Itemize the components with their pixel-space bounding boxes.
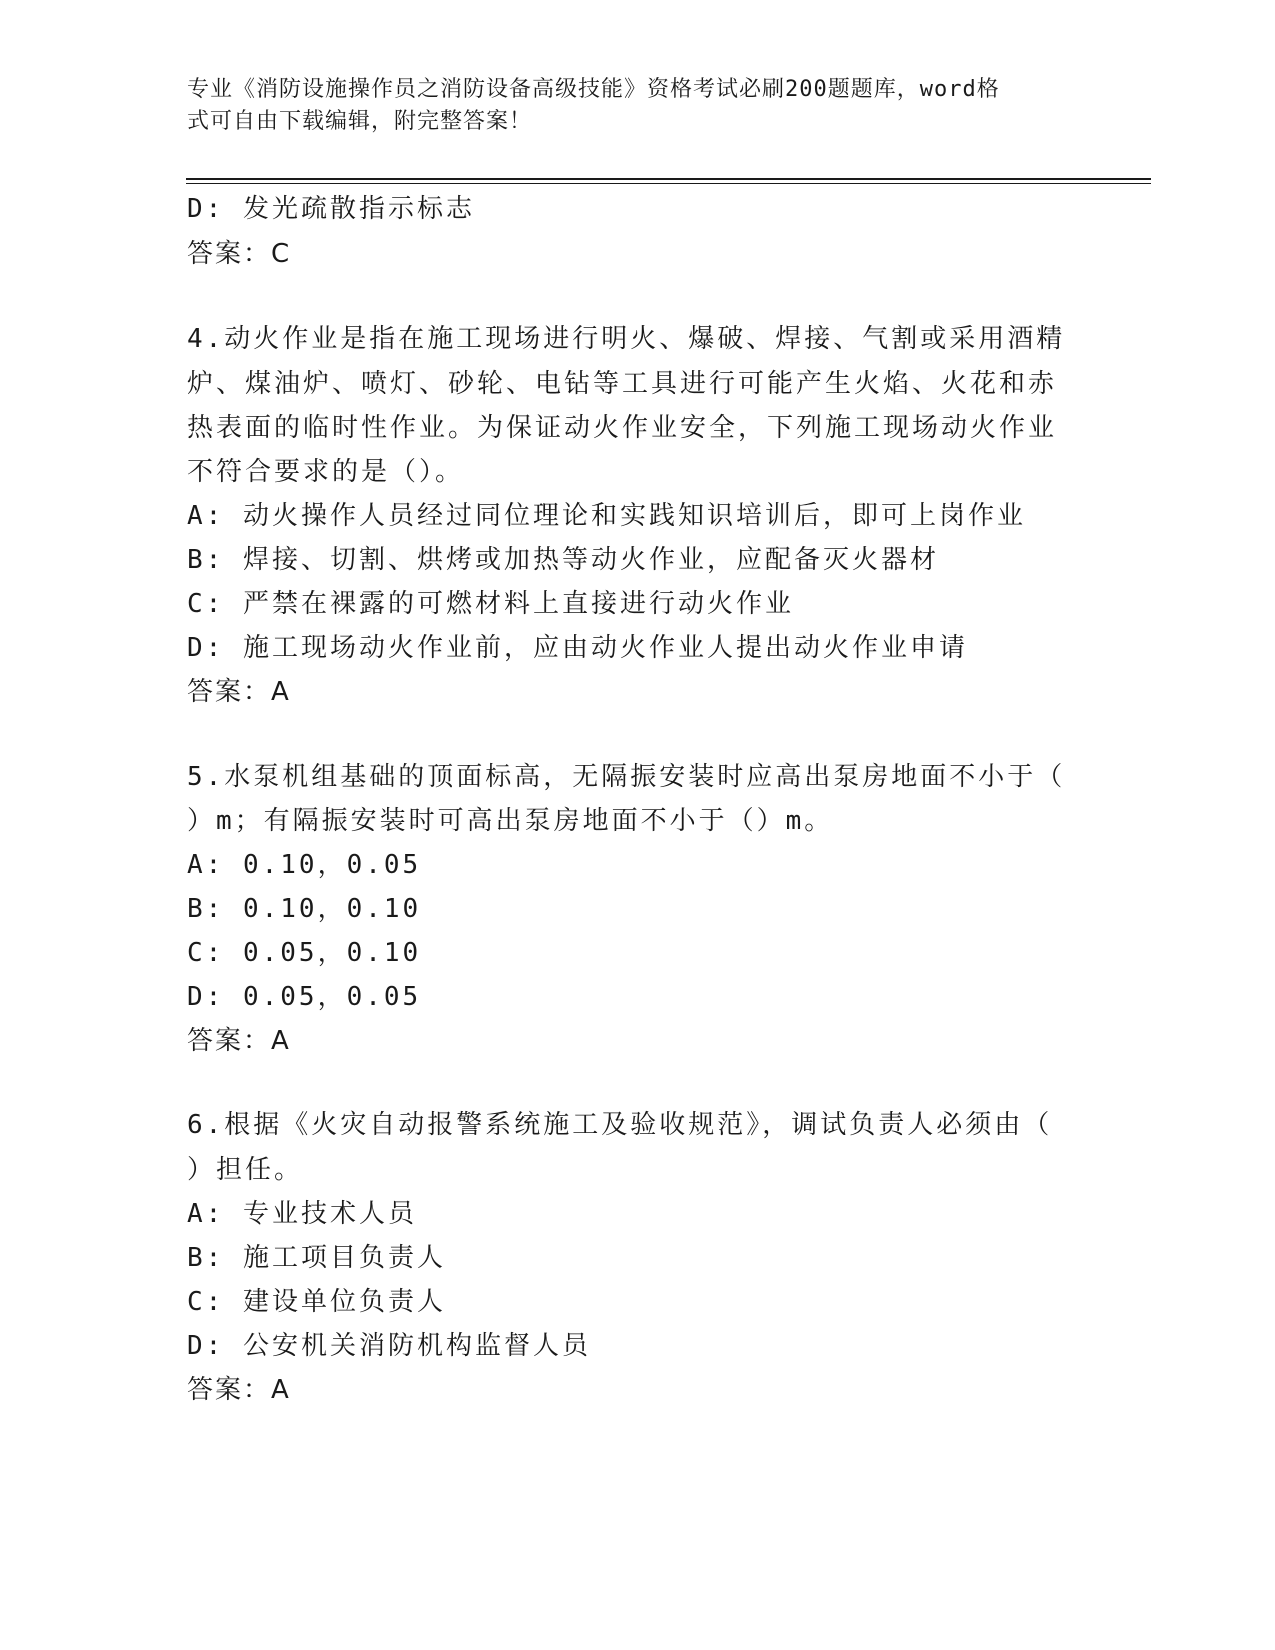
header-divider-thin [186, 183, 1151, 184]
q4-option-b: B: 焊接、切割、烘烤或加热等动火作业，应配备灭火器材 [187, 545, 939, 575]
q6-option-c: C: 建设单位负责人 [187, 1287, 446, 1317]
q4-stem-line-3: 热表面的临时性作业。为保证动火作业安全，下列施工现场动火作业 [187, 413, 1058, 443]
q4-stem-line-2: 炉、煤油炉、喷灯、砂轮、电钻等工具进行可能产生火焰、火花和赤 [187, 369, 1058, 399]
q5-option-c: C: 0.05，0.10 [187, 938, 422, 968]
prev-option-d: D: 发光疏散指示标志 [187, 194, 475, 224]
q4-stem-line-1: 4.动火作业是指在施工现场进行明火、爆破、焊接、气割或采用酒精 [187, 324, 1066, 354]
q5-option-b: B: 0.10，0.10 [187, 894, 422, 924]
q5-option-a: A: 0.10，0.05 [187, 850, 422, 880]
q4-option-a: A: 动火操作人员经过同位理论和实践知识培训后，即可上岗作业 [187, 501, 1026, 531]
document-header [187, 74, 1087, 138]
header-title-line-2: 式可自由下载编辑，附完整答案！ [187, 109, 533, 134]
q5-stem-line-1: 5.水泵机组基础的顶面标高，无隔振安装时应高出泵房地面不小于（ [187, 762, 1066, 792]
q6-stem-line-2: ）担任。 [187, 1155, 304, 1185]
q4-option-d: D: 施工现场动火作业前，应由动火作业人提出动火作业申请 [187, 633, 968, 663]
q5-option-d: D: 0.05，0.05 [187, 982, 422, 1012]
q5-stem-line-2: ）m；有隔振安装时可高出泵房地面不小于（）m。 [187, 806, 834, 836]
header-divider-thick [186, 178, 1151, 180]
q6-option-b: B: 施工项目负责人 [187, 1243, 446, 1273]
q6-stem-line-1: 6.根据《火灾自动报警系统施工及验收规范》，调试负责人必须由（ [187, 1110, 1053, 1140]
q6-option-a: A: 专业技术人员 [187, 1199, 417, 1229]
q6-answer: 答案：A [187, 1375, 291, 1405]
header-title-line-1: 专业《消防设施操作员之消防设备高级技能》资格考试必刷200题题库，word格 [187, 77, 1000, 102]
q4-option-c: C: 严禁在裸露的可燃材料上直接进行动火作业 [187, 589, 794, 619]
prev-answer: 答案：C [187, 239, 292, 269]
q4-stem-line-4: 不符合要求的是（）。 [187, 457, 465, 487]
q5-answer: 答案：A [187, 1026, 291, 1056]
q6-option-d: D: 公安机关消防机构监督人员 [187, 1331, 591, 1361]
q4-answer: 答案：A [187, 677, 291, 707]
